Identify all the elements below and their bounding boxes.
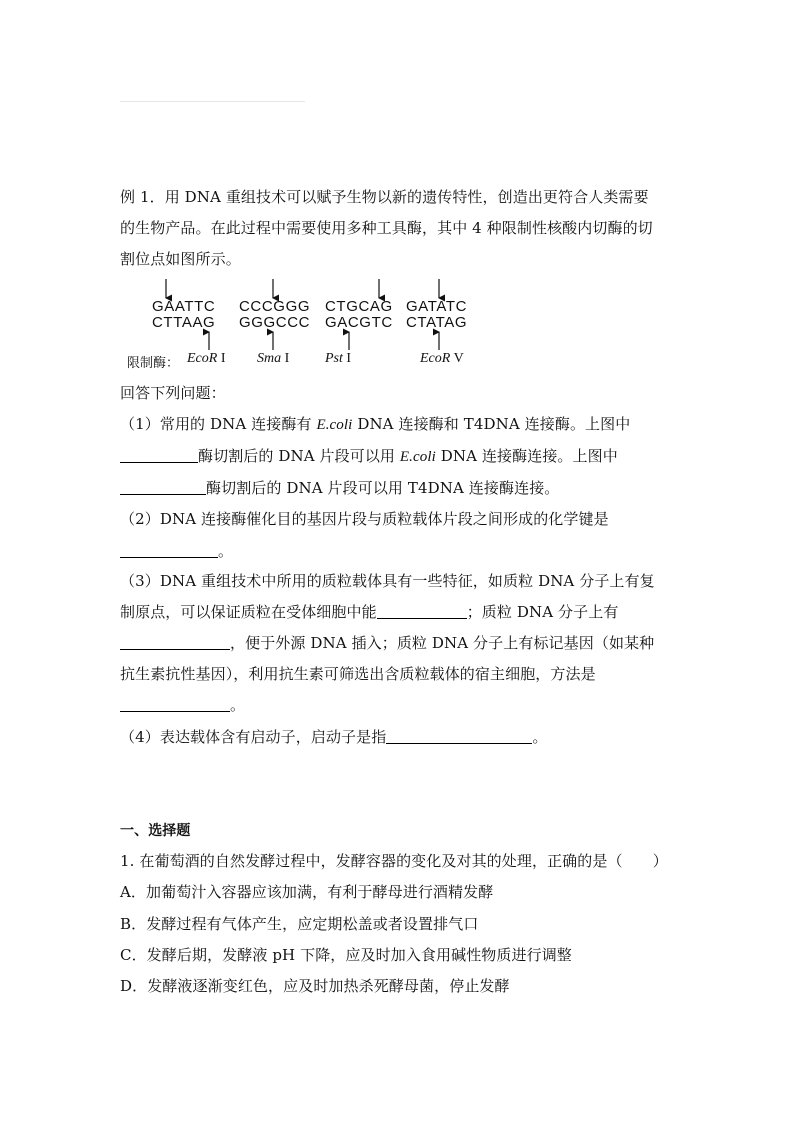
q1-line-2: 酶切割后的 DNA 片段可以用 E.coli DNA 连接酶连接。上图中 bbox=[120, 447, 618, 466]
section-title: 一、选择题 bbox=[120, 823, 191, 839]
q3-line-1: （3）DNA 重组技术中所用的质粒载体具有一些特征，如质粒 DNA 分子上有复 bbox=[120, 572, 655, 590]
mcq-option-c[interactable]: C．发酵后期，发酵液 pH 下降，应及时加入食用碱性物质进行调整 bbox=[120, 946, 572, 964]
seq-smai-top: CCCGGG bbox=[239, 298, 311, 315]
q1-line-1: （1）常用的 DNA 连接酶有 E.coli DNA 连接酶和 T4DNA 连接酶。上图中 bbox=[120, 415, 631, 433]
example-line-3: 割位点如图所示。 bbox=[120, 250, 241, 268]
q1-blank-2[interactable] bbox=[120, 480, 206, 495]
seq-psti-bottom: GACGTC bbox=[325, 314, 393, 331]
q2-blank[interactable] bbox=[120, 543, 218, 558]
q4-line-1: （4）表达载体含有启动子，启动子是指 。 bbox=[120, 728, 548, 746]
q3-blank-1[interactable] bbox=[377, 604, 467, 619]
mcq-option-a[interactable]: A．加葡萄汁入容器应该加满，有利于酵母进行酒精发酵 bbox=[120, 883, 494, 901]
q3-line-2: 制原点，可以保证质粒在受体细胞中能 ；质粒 DNA 分子上有 bbox=[120, 603, 619, 621]
q1-line-3: 酶切割后的 DNA 片段可以用 T4DNA 连接酶连接。 bbox=[120, 479, 559, 497]
enzyme-psti: Pst I bbox=[325, 351, 352, 366]
q3-line-4: 抗生素抗性基因），利用抗生素可筛选出含质粒载体的宿主细胞，方法是 bbox=[120, 665, 596, 683]
mcq-option-b[interactable]: B．发酵过程有气体产生，应定期松盖或者设置排气口 bbox=[120, 915, 479, 933]
seq-ecori-bottom: CTTAAG bbox=[152, 314, 216, 331]
seq-psti bbox=[325, 299, 393, 331]
enzyme-label: 限制酶： bbox=[127, 356, 180, 371]
seq-ecori bbox=[152, 299, 215, 331]
q3-blank-2[interactable] bbox=[120, 635, 230, 650]
enzyme-smai: Sma I bbox=[257, 351, 290, 366]
mcq-option-d[interactable]: D．发酵液逐渐变红色，应及时加热杀死酵母菌，停止发酵 bbox=[120, 977, 510, 995]
answer-prompt: 回答下列问题： bbox=[120, 384, 226, 402]
q2-line-1: （2）DNA 连接酶催化目的基因片段与质粒载体片段之间形成的化学键是 bbox=[120, 510, 609, 528]
seq-smai bbox=[239, 299, 310, 331]
enzyme-ecorv: EcoR V bbox=[420, 351, 464, 366]
enzyme-ecori: EcoR I bbox=[187, 351, 226, 366]
q4-blank[interactable] bbox=[386, 729, 532, 744]
mcq-stem: 1. 在葡萄酒的自然发酵过程中，发酵容器的变化及对其的处理，正确的是（ ） bbox=[120, 852, 668, 870]
q3-blank-3[interactable] bbox=[120, 697, 230, 712]
q2-line-2: 。 bbox=[120, 542, 233, 560]
seq-ecorv bbox=[406, 299, 467, 331]
q1-blank-1[interactable] bbox=[120, 448, 198, 463]
seq-ecori-top: GAATTC bbox=[152, 298, 216, 315]
seq-ecorv-bottom: CTATAG bbox=[406, 314, 468, 331]
seq-ecorv-top: GATATC bbox=[406, 298, 468, 315]
example-line-1: 例 1．用 DNA 重组技术可以赋予生物以新的遗传特性，创造出更符合人类需要 bbox=[120, 188, 649, 206]
seq-smai-bottom: GGGCCC bbox=[239, 314, 311, 331]
seq-psti-top: CTGCAG bbox=[325, 298, 393, 315]
q3-line-5: 。 bbox=[120, 696, 245, 714]
example-line-2: 的生物产品。在此过程中需要使用多种工具酶，其中 4 种限制性核酸内切酶的切 bbox=[120, 219, 653, 237]
q3-line-3: ，便于外源 DNA 插入；质粒 DNA 分子上有标记基因（如某种 bbox=[120, 634, 654, 652]
